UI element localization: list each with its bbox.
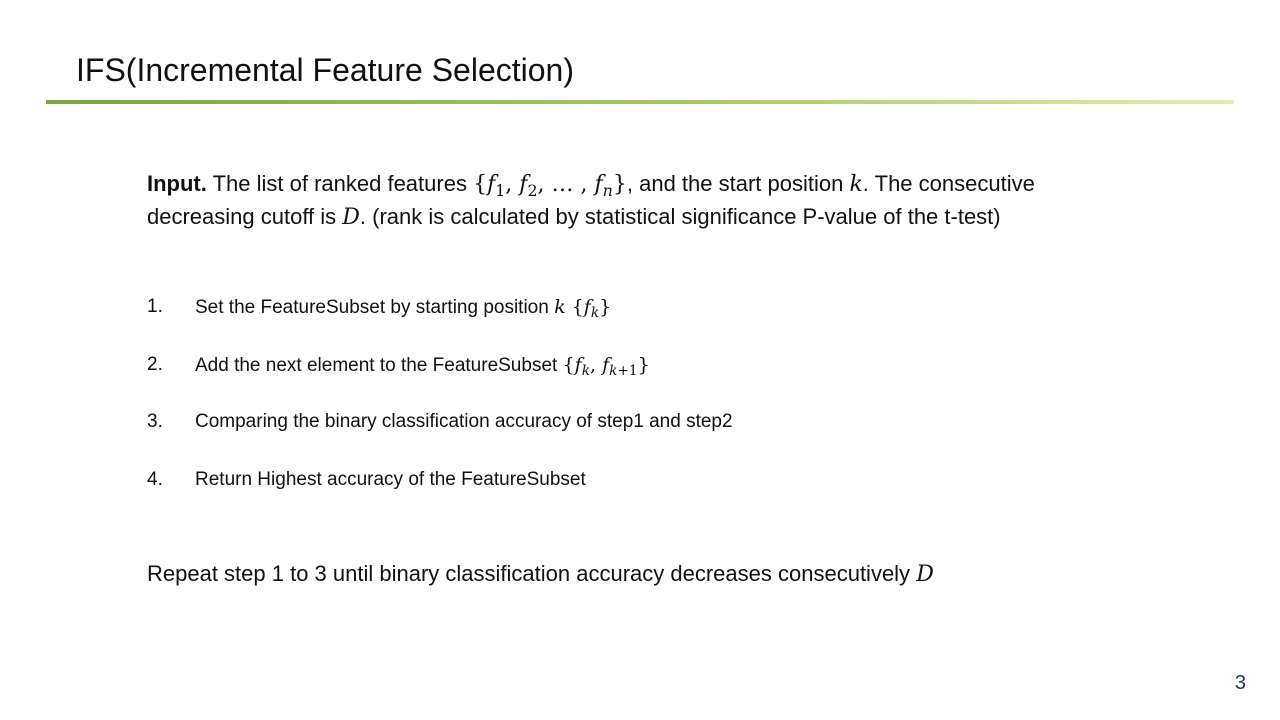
steps-list	[147, 292, 1047, 522]
step-formula: {$f_k$, $f_{k+1}$}	[562, 353, 650, 379]
slide-title: IFS(Incremental Feature Selection)	[76, 52, 574, 88]
input-text-2: , and the start position	[626, 171, 850, 196]
step-text: Comparing the binary classification accuracy of step1 and step2	[195, 411, 733, 432]
step-number: 2.	[147, 353, 163, 375]
step-text: Return Highest accuracy of the FeatureSubset	[195, 468, 586, 490]
input-text-4: . (rank is calculated by statistical significance P-value of the t-test)	[359, 204, 1001, 229]
step-number: 4.	[147, 468, 163, 490]
input-label: Input.	[147, 171, 207, 196]
input-text-3: . The consecutive decreasing cutoff is	[147, 171, 1035, 229]
step-number: 1.	[147, 296, 163, 317]
feature-set-formula: {$f_1$, $f_2$, … , $f_n$}	[473, 172, 627, 200]
step-formula: k $\{f_k\}$	[554, 296, 612, 322]
list-item	[147, 292, 1047, 350]
step-text: Set the FeatureSubset by starting position	[195, 297, 555, 318]
start-position-k: k	[849, 172, 863, 197]
list-item	[147, 350, 1047, 408]
cutoff-D: D	[342, 205, 360, 230]
list-item	[147, 465, 1047, 523]
repeat-formula-D: D	[916, 562, 934, 587]
input-text-1: The list of ranked features	[206, 171, 474, 196]
step-content	[195, 292, 611, 323]
list-item	[147, 407, 1047, 465]
input-paragraph	[147, 168, 1147, 234]
step-text: Add the next element to the FeatureSubset	[195, 354, 563, 376]
step-content	[195, 350, 650, 381]
step-number: 3.	[147, 411, 163, 432]
title-divider	[46, 100, 1234, 104]
page-number: 3	[1234, 672, 1246, 694]
repeat-text: Repeat step 1 to 3 until binary classification accuracy decreases consecutively	[147, 561, 917, 586]
repeat-statement	[147, 558, 934, 591]
